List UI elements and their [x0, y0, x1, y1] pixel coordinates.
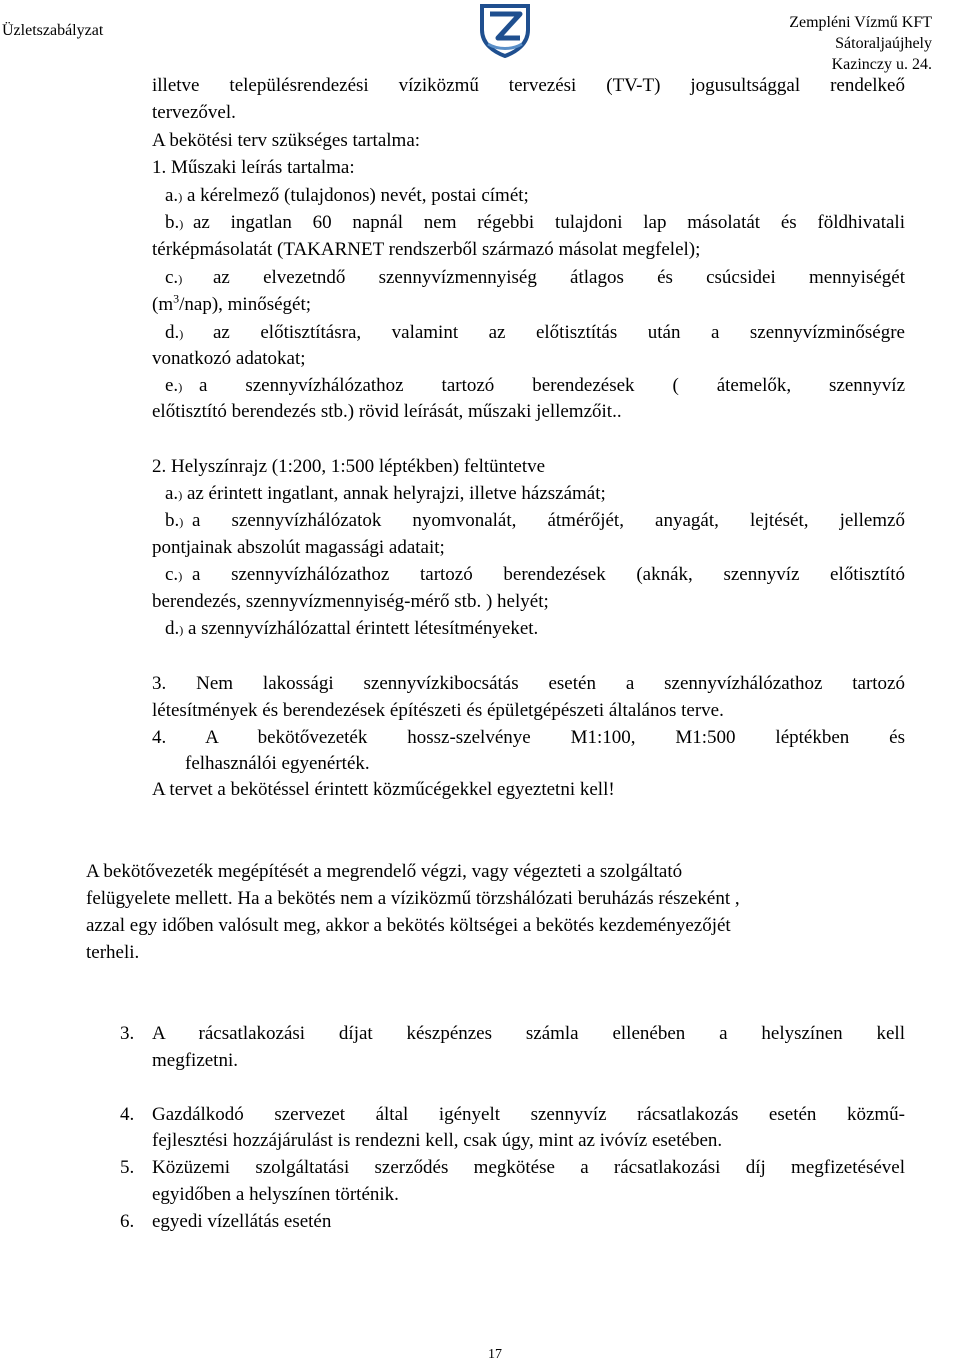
header-left-title: Üzletszabályzat: [2, 22, 104, 39]
list-text: egyedi vízellátás esetén: [152, 1211, 332, 1232]
item-paren: ): [178, 569, 183, 583]
item-text: a szennyvízhálózattal érintett létesítményeket.: [188, 618, 539, 639]
list-item: [165, 509, 905, 534]
text-line: illetve településrendezési víziközmű tervezési (TV-T) jogusultsággal rendelkeő: [152, 75, 905, 96]
item-paren: ): [178, 488, 183, 502]
list-item: [165, 374, 905, 399]
section-heading: 2. Helyszínrajz (1:200, 1:500 léptékben) feltüntetve: [152, 456, 546, 477]
list-item: [165, 184, 529, 209]
item-paren: ): [179, 217, 184, 231]
text-line: létesítmények és berendezések építészeti és épületgépészeti általános terve.: [152, 700, 724, 721]
company-address: Kazinczy u. 24.: [831, 56, 932, 73]
paragraph-line: terheli.: [86, 942, 140, 963]
item-letter: c.: [165, 564, 179, 585]
text-line: vonatkozó adatokat;: [152, 348, 306, 369]
list-item: [165, 563, 905, 588]
unit-text: (m: [152, 294, 174, 315]
unit-text: /nap), minőségét;: [179, 294, 312, 315]
list-text: Közüzemi szolgáltatási szerződés megkötése a rácsatlakozási díj megfizetésével: [152, 1157, 905, 1178]
item-letter: e.: [165, 375, 179, 396]
header-company-block: [789, 12, 932, 75]
item-text: az ingatlan 60 napnál nem régebbi tulajdoni lap másolatát és földhivatali: [193, 212, 905, 233]
text-line: A tervet a bekötéssel érintett közműcégekkel egyeztetni kell!: [152, 779, 615, 800]
item-text: az elvezetndő szennyvízmennyiség átlagos és csúcsidei mennyiségét: [213, 267, 905, 288]
list-item: [165, 617, 538, 642]
text-line: előtisztító berendezés stb.) rövid leírását, műszaki jellemzőit..: [152, 401, 622, 422]
page-number: 17: [488, 1347, 502, 1362]
list-item: [165, 211, 905, 236]
text-line: térképmásolatát (TAKARNET rendszerből származó másolat megfelel);: [152, 239, 701, 260]
list-number: 6.: [120, 1211, 135, 1232]
list-item: [165, 482, 606, 507]
item-text: a szennyvízhálózathoz tartozó berendezések ( átemelők, szennyvíz: [199, 375, 905, 396]
list-item: [165, 321, 905, 346]
item-letter: a.: [165, 185, 179, 206]
item-letter: b.: [165, 212, 180, 233]
item-text: a szennyvízhálózathoz tartozó berendezések (aknák, szennyvíz előtisztító: [192, 564, 905, 585]
section-heading: 1. Műszaki leírás tartalma:: [152, 157, 355, 178]
list-text: egyidőben a helyszínen történik.: [152, 1184, 399, 1205]
text-line: 3. Nem lakossági szennyvízkibocsátás esetén a szennyvízhálózathoz tartozó: [152, 673, 905, 694]
list-text: megfizetni.: [152, 1050, 238, 1071]
item-paren: ): [179, 515, 184, 529]
text-line: A bekötési terv szükséges tartalma:: [152, 130, 421, 151]
text-line: 4. A bekötővezeték hossz-szelvénye M1:100, M1:500 léptékben és: [152, 727, 905, 748]
list-number: 3.: [120, 1023, 135, 1044]
item-paren: ): [179, 623, 184, 637]
company-name: Zempléni Vízmű KFT: [789, 14, 932, 31]
company-city: Sátoraljaújhely: [835, 35, 932, 52]
text-line: pontjainak abszolút magassági adatait;: [152, 537, 445, 558]
item-letter: d.: [165, 618, 180, 639]
list-text: fejlesztési hozzájárulást is rendezni kell, csak úgy, mint az ivóvíz esetében.: [152, 1130, 723, 1151]
list-text: Gazdálkodó szervezet által igényelt szennyvíz rácsatlakozás esetén közmű-: [152, 1104, 905, 1125]
item-paren: ): [179, 327, 184, 341]
paragraph-line: A bekötővezeték megépítését a megrendelő végzi, vagy végezteti a szolgáltató: [86, 861, 683, 882]
item-text: a kérelmező (tulajdonos) nevét, postai címét;: [186, 185, 529, 206]
paragraph-line: azzal egy időben valósult meg, akkor a bekötés költségei a bekötés kezdeményezőjét: [86, 915, 731, 936]
superscript: 3: [173, 291, 180, 306]
paragraph-line: felügyelete mellett. Ha a bekötés nem a víziközmű törzshálózati beruházás részeként ,: [86, 888, 740, 909]
item-paren: ): [178, 190, 183, 204]
item-text: az érintett ingatlant, annak helyrajzi, illetve házszámát;: [186, 483, 606, 504]
text-line: tervezővel.: [152, 102, 236, 123]
shield-logo-icon: [476, 0, 534, 58]
item-text: a szennyvízhálózatok nyomvonalát, átmérőjét, anyagát, lejtését, jellemző: [192, 510, 905, 531]
text-line: [152, 293, 311, 317]
item-text: az előtisztításra, valamint az előtisztítás után a szennyvízminőségre: [213, 322, 905, 343]
item-letter: c.: [165, 267, 179, 288]
list-number: 4.: [120, 1104, 135, 1125]
list-number: 5.: [120, 1157, 135, 1178]
text-line: berendezés, szennyvízmennyiség-mérő stb. ) helyét;: [152, 591, 549, 612]
item-letter: a.: [165, 483, 179, 504]
text-line: felhasználói egyenérték.: [185, 753, 370, 774]
item-paren: ): [178, 380, 183, 394]
list-item: [165, 266, 905, 291]
item-letter: b.: [165, 510, 180, 531]
list-text: A rácsatlakozási díjat készpénzes számla ellenében a helyszínen kell: [152, 1023, 905, 1044]
item-paren: ): [178, 272, 183, 286]
item-letter: d.: [165, 322, 180, 343]
